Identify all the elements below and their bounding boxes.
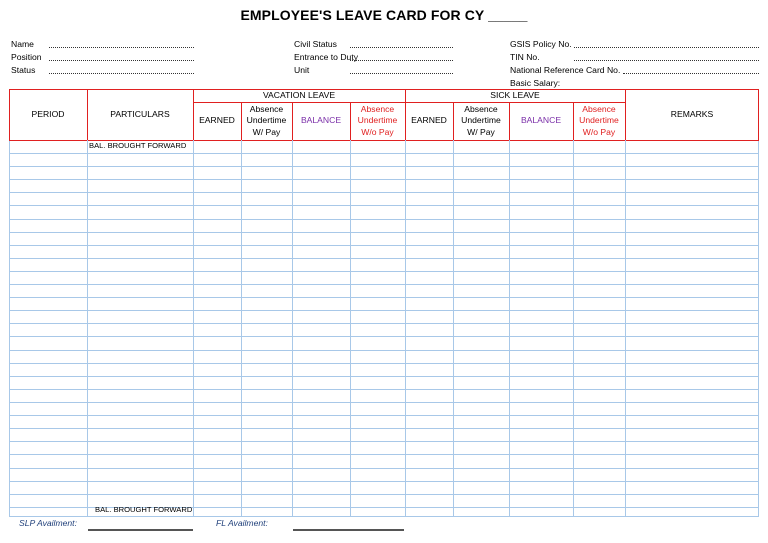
- status-field[interactable]: [11, 64, 194, 76]
- sl-awop-line3: W/o Pay: [582, 126, 616, 137]
- entrance-to-duty-line: [350, 60, 453, 61]
- row-divider: [9, 284, 759, 285]
- row-divider: [9, 258, 759, 259]
- row-divider: [9, 245, 759, 246]
- leave-card-table: [9, 89, 759, 517]
- civil-status-label: Civil Status: [294, 39, 337, 49]
- basic-salary-field[interactable]: [510, 77, 759, 89]
- gsis-policy-label: GSIS Policy No.: [510, 39, 572, 49]
- row-divider: [9, 219, 759, 220]
- row-divider: [9, 336, 759, 337]
- status-label: Status: [11, 65, 36, 75]
- column-divider: [241, 140, 242, 517]
- tin-line: [574, 60, 759, 61]
- vl-balance-header: BALANCE: [300, 115, 342, 126]
- column-divider: [87, 140, 88, 517]
- sl-awp-line2: Undertime: [461, 115, 501, 126]
- position-line: [49, 60, 194, 61]
- national-reference-card-line: [623, 73, 759, 74]
- page-title: EMPLOYEE'S LEAVE CARD FOR CY _____: [240, 7, 528, 23]
- row-divider: [9, 323, 759, 324]
- row-divider: [9, 468, 759, 469]
- row-divider: [9, 310, 759, 311]
- sl-awp-line1: Absence: [464, 103, 498, 114]
- column-divider: [350, 140, 351, 517]
- national-reference-card-field[interactable]: [510, 64, 759, 76]
- sl-absence-with-pay-header: [453, 102, 509, 140]
- vl-absence-without-pay-header: [350, 102, 405, 140]
- vl-earned-header: EARNED: [199, 115, 235, 126]
- civil-status-field[interactable]: [294, 38, 453, 50]
- entrance-to-duty-label: Entrance to Duty: [294, 52, 359, 62]
- sick-leave-header: SICK LEAVE: [490, 89, 540, 100]
- unit-label: Unit: [294, 65, 310, 75]
- tin-field[interactable]: [510, 51, 759, 63]
- col-particulars-header: PARTICULARS: [110, 108, 170, 119]
- vl-awp-line1: Absence: [249, 103, 284, 114]
- column-divider: [405, 140, 406, 517]
- vl-awp-line2: Undertime: [246, 115, 287, 126]
- sl-awop-line1: Absence: [582, 103, 616, 114]
- column-divider: [509, 140, 510, 517]
- row-divider: [9, 389, 759, 390]
- slp-availment-line[interactable]: [88, 529, 193, 531]
- row-divider: [9, 402, 759, 403]
- vl-awop-line1: Absence: [360, 103, 395, 114]
- position-field[interactable]: [11, 51, 194, 63]
- unit-line: [350, 73, 453, 74]
- sl-absence-without-pay-header: [573, 102, 625, 140]
- row-divider: [9, 415, 759, 416]
- vl-absence-with-pay-header: [241, 102, 292, 140]
- vl-awop-line2: Undertime: [357, 115, 398, 126]
- tin-label: TIN No.: [510, 52, 540, 62]
- body-bottom-border: [9, 516, 759, 517]
- national-reference-card-label: National Reference Card No.: [510, 65, 621, 75]
- status-line: [49, 73, 194, 74]
- civil-status-line: [350, 47, 453, 48]
- body-left-border: [9, 140, 10, 517]
- row-divider: [9, 350, 759, 351]
- name-field[interactable]: [11, 38, 194, 50]
- row-divider: [9, 205, 759, 206]
- fl-availment-line[interactable]: [293, 529, 404, 531]
- row-divider: [9, 481, 759, 482]
- row-divider: [9, 153, 759, 154]
- sl-awp-line3: W/ Pay: [467, 126, 495, 137]
- row-divider: [9, 179, 759, 180]
- column-divider: [625, 140, 626, 517]
- vl-awp-line3: W/ Pay: [252, 126, 281, 137]
- name-line: [49, 47, 194, 48]
- col-period-header: PERIOD: [31, 108, 65, 119]
- column-divider: [292, 140, 293, 517]
- column-divider: [573, 140, 574, 517]
- name-label: Name: [11, 39, 34, 49]
- row-divider: [9, 428, 759, 429]
- column-divider: [453, 140, 454, 517]
- position-label: Position: [11, 52, 42, 62]
- row-divider: [9, 232, 759, 233]
- entrance-to-duty-field[interactable]: [294, 51, 453, 63]
- sl-awop-line2: Undertime: [579, 115, 619, 126]
- last-row-bal-forward: BAL. BROUGHT FORWARD: [95, 505, 193, 514]
- slp-availment-label: SLP Availment:: [19, 518, 77, 528]
- vacation-leave-header: VACATION LEAVE: [262, 89, 336, 100]
- vl-awop-line3: W/o Pay: [361, 126, 394, 137]
- body-right-border: [758, 140, 759, 517]
- row-divider: [9, 166, 759, 167]
- sl-balance-header: BALANCE: [520, 115, 562, 126]
- gsis-policy-field[interactable]: [510, 38, 759, 50]
- column-divider: [193, 140, 194, 517]
- gsis-policy-line: [574, 47, 759, 48]
- row-divider: [9, 363, 759, 364]
- row-divider: [9, 297, 759, 298]
- first-row-bal-forward: BAL. BROUGHT FORWARD: [89, 141, 187, 150]
- col-remarks-header: REMARKS: [670, 108, 714, 119]
- row-divider: [9, 454, 759, 455]
- row-divider: [9, 441, 759, 442]
- row-divider: [9, 192, 759, 193]
- row-divider: [9, 376, 759, 377]
- unit-field[interactable]: [294, 64, 453, 76]
- sl-earned-header: EARNED: [411, 115, 447, 126]
- fl-availment-label: FL Availment:: [216, 518, 268, 528]
- basic-salary-label: Basic Salary:: [510, 78, 561, 88]
- row-divider: [9, 271, 759, 272]
- row-divider: [9, 494, 759, 495]
